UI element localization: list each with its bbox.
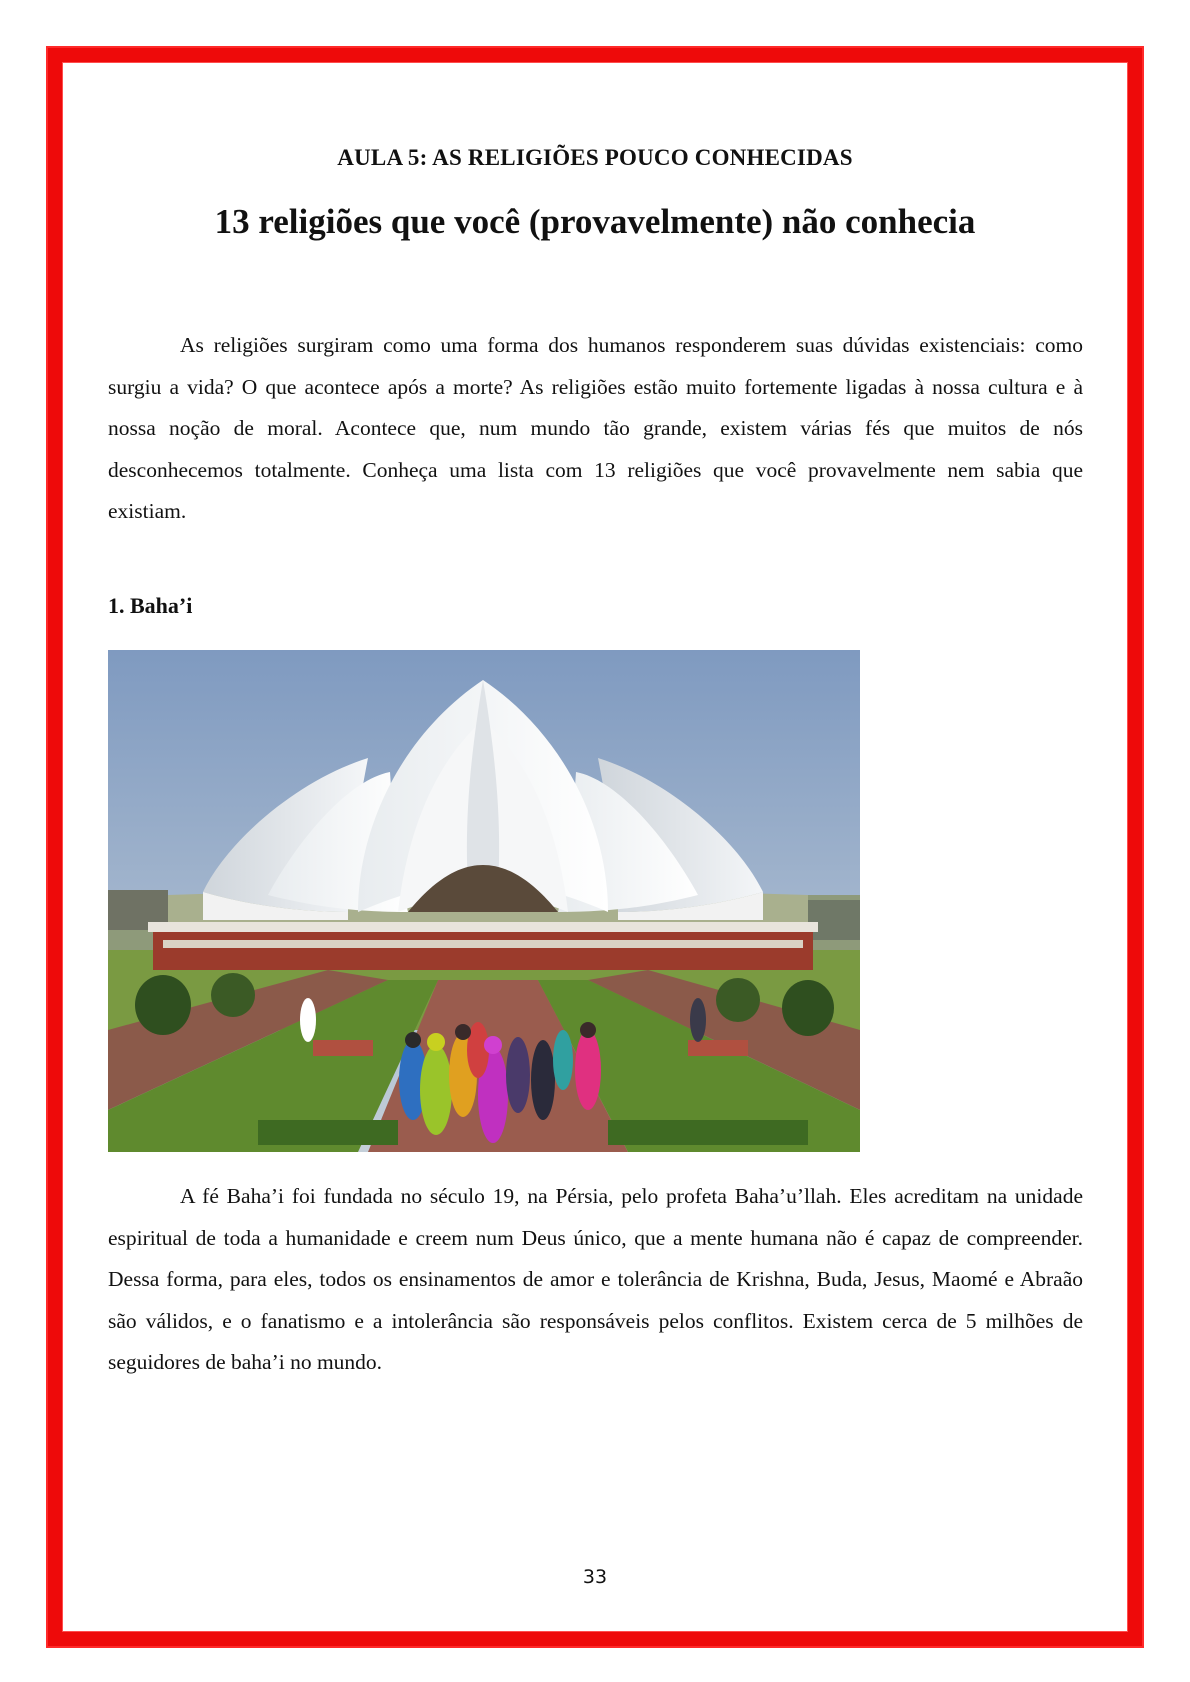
page-number: 33 [582, 1566, 608, 1588]
section-heading-bahai: 1. Baha’i [108, 593, 193, 618]
lesson-heading: AULA 5: AS RELIGIÕES POUCO CONHECIDAS [337, 145, 853, 170]
bahai-paragraph [108, 1176, 1083, 1384]
intro-text: As religiões surgiram como uma forma dos humanos responderem suas dúvidas existenciais: como surgiu a vida? O que acontece após a morte? As religiões estão muito fortemente ligadas à nossa cultura e à nossa noção de moral. Acontece que, num mundo tão grande, existem várias fés que muitos de nós desconhecemos totalmente. Conheça uma lista com 13 religiões que você provavelmente nem sabia que existiam. [108, 333, 1083, 523]
intro-paragraph [108, 325, 1083, 533]
lotus-temple-photo [108, 650, 860, 1152]
bahai-text: A fé Baha’i foi fundada no século 19, na Pérsia, pelo profeta Baha’u’llah. Eles acreditam na unidade espiritual de toda a humanidade e creem num Deus único, que a mente humana não é capaz de compreender. Dessa forma, para eles, todos os ensinamentos de amor e tolerância de Krishna, Buda, Jesus, Maomé e Abraão são válidos, e o fanatismo e a intolerância são responsáveis pelos conflitos. Existem cerca de 5 milhões de seguidores de baha’i no mundo. [108, 1184, 1083, 1374]
page-title: 13 religiões que você (provavelmente) não conhecia [214, 202, 976, 241]
